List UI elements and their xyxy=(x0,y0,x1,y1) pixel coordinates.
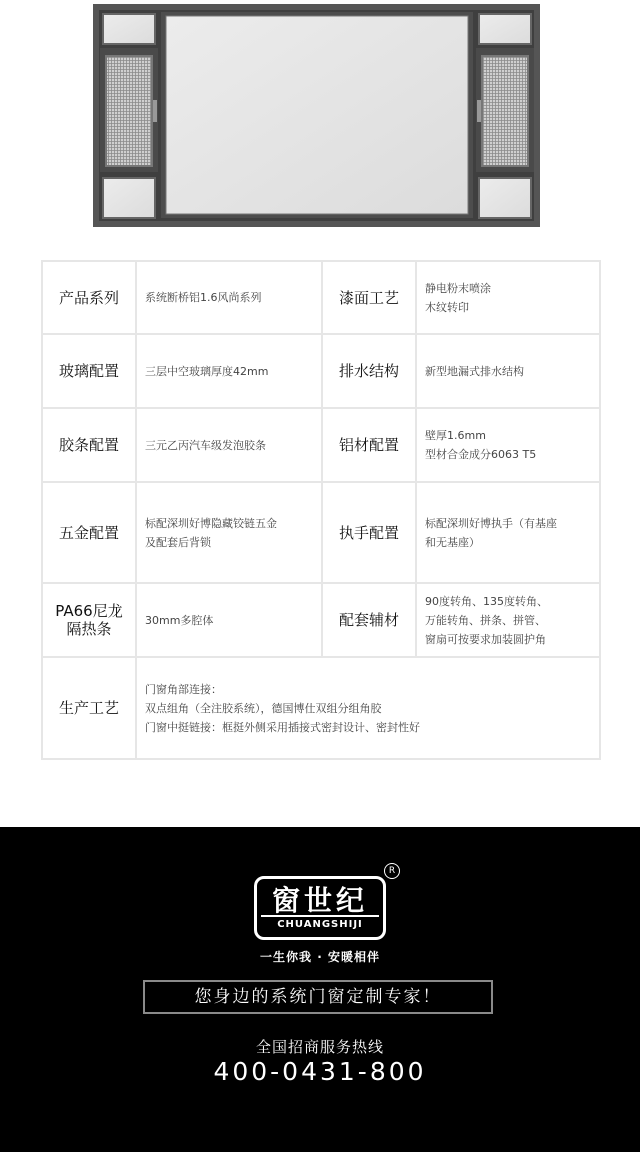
table-row xyxy=(42,408,600,482)
table-row xyxy=(42,334,600,408)
brand-logo xyxy=(254,876,386,940)
table-row xyxy=(42,482,600,583)
spec-value: 标配深圳好博执手（有基座 和无基座） xyxy=(416,482,600,583)
hotline-label: 全国招商服务热线 xyxy=(255,1038,384,1056)
table-row xyxy=(42,657,600,759)
brand-slogan: 一生你我 · 安暖相伴 xyxy=(260,950,380,964)
spec-value: 壁厚1.6mm 型材合金成分6063 T5 xyxy=(416,408,600,482)
spec-value: 静电粉末喷涂 木纹转印 xyxy=(416,261,600,334)
spec-value: 新型地漏式排水结构 xyxy=(416,334,600,408)
spec-label: 玻璃配置 xyxy=(42,334,136,408)
spec-label: 配套辅材 xyxy=(322,583,416,657)
hotline-number[interactable]: 400-0431-800 xyxy=(213,1057,427,1086)
spec-label: 排水结构 xyxy=(322,334,416,408)
brand-footer xyxy=(0,827,640,1152)
spec-label: 生产工艺 xyxy=(42,657,136,759)
spec-value: 三元乙丙汽车级发泡胶条 xyxy=(136,408,322,482)
spec-label: 胶条配置 xyxy=(42,408,136,482)
spec-value: 30mm多腔体 xyxy=(136,583,322,657)
logo-chinese-text: 窗世纪 xyxy=(271,884,368,917)
table-row xyxy=(42,583,600,657)
spec-value: 门窗角部连接： 双点组角（全注胶系统），德国博仕双组分组角胶 门窗中挺链接：框挺外侧采用插接式密封设计、密封性好 xyxy=(136,657,600,759)
spec-value: 标配深圳好博隐藏铰链五金 及配套后背锁 xyxy=(136,482,322,583)
registered-trademark-icon: R xyxy=(384,863,400,879)
spec-label: 漆面工艺 xyxy=(322,261,416,334)
spec-value: 系统断桥铝1.6风尚系列 xyxy=(136,261,322,334)
casement-window-icon xyxy=(0,0,640,232)
window-product-image xyxy=(0,0,640,232)
spec-label: 五金配置 xyxy=(42,482,136,583)
logo-english-text: CHUANGSHIJI xyxy=(261,915,379,933)
spec-value: 三层中空玻璃厚度42mm xyxy=(136,334,322,408)
spec-label: PA66尼龙 隔热条 xyxy=(42,583,136,657)
spec-label: 铝材配置 xyxy=(322,408,416,482)
spec-table xyxy=(41,260,601,760)
tagline-box: 您身边的系统门窗定制专家！ xyxy=(143,980,493,1014)
spec-value: 90度转角、135度转角、 万能转角、拼条、拼管、 窗扇可按要求加装圆护角 xyxy=(416,583,600,657)
spec-label: 产品系列 xyxy=(42,261,136,334)
spec-label: 执手配置 xyxy=(322,482,416,583)
table-row xyxy=(42,261,600,334)
